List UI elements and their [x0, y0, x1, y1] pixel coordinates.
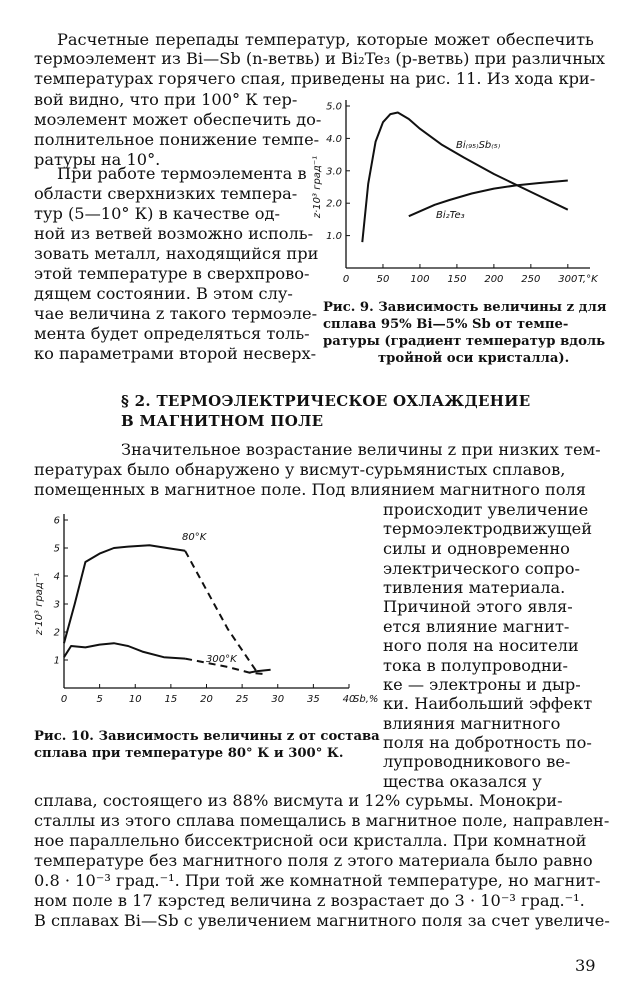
- text-line: При работе термоэлемента в: [57, 164, 307, 183]
- x-tick-label: 5: [96, 694, 103, 705]
- x-tick-label: 10: [128, 694, 142, 705]
- text-line: термоэлектродвижущей: [383, 519, 593, 538]
- x-axis-label: T,°K: [578, 274, 598, 285]
- text-line: тур (5—10° К) в качестве од-: [34, 204, 280, 223]
- y-tick-label: 4: [53, 571, 60, 583]
- x-tick-label: 200: [484, 274, 504, 285]
- y-axis-label: z·10³ град⁻¹: [34, 572, 45, 636]
- x-tick-label: 50: [376, 274, 390, 285]
- x-tick-label: 25: [235, 694, 249, 705]
- text-line: ке — электроны и дыр-: [383, 675, 581, 694]
- series-line-main: [362, 113, 568, 243]
- y-tick-label: 6: [53, 515, 60, 527]
- text-line: лупроводникового ве-: [383, 752, 571, 771]
- x-tick-label: 35: [307, 694, 320, 705]
- y-tick-label: 5: [53, 543, 60, 555]
- x-tick-label: 0: [342, 274, 350, 285]
- y-axis-label: z·10³ град⁻¹: [312, 155, 323, 219]
- text-line: температуре без магнитного поля z этого материала было равно: [34, 851, 593, 870]
- series-line-main: [64, 545, 185, 643]
- page-number: 39: [575, 956, 596, 975]
- series-label: 80°K: [182, 532, 207, 543]
- text-line: ки. Наибольший эффект: [383, 694, 593, 713]
- text-line: зовать металл, находящийся при: [34, 244, 319, 263]
- text-line: области сверхнизких темпера-: [34, 184, 298, 203]
- text-line: дящем состоянии. В этом слу-: [34, 284, 293, 303]
- text-line: В сплавах Bi—Sb с увеличением магнитного поля за счет увеличе-: [34, 911, 610, 930]
- text-line: пературах было обнаружено у висмут-сурьмянистых сплавов,: [34, 460, 566, 479]
- text-line: ное параллельно биссектрисной оси кристалла. При комнатной: [34, 831, 587, 850]
- text-line: моэлемент может обеспечить до-: [34, 110, 322, 129]
- y-tick-label: 2: [53, 627, 60, 639]
- y-tick-label: 1: [53, 655, 60, 667]
- caption-line: сплава при температуре 80° К и 300° К.: [34, 746, 344, 761]
- text-line: чае величина z такого термоэле-: [34, 304, 318, 323]
- text-line: электрического сопро-: [383, 559, 580, 578]
- caption-line: ратуры (градиент температур вдоль: [323, 334, 606, 349]
- text-line: Расчетные перепады температур, которые может обеспечить: [57, 30, 594, 49]
- series-label: Bi₂Te₃: [436, 210, 465, 221]
- figure-10-chart: [34, 510, 379, 720]
- section-heading: § 2. ТЕРМОЭЛЕКТРИЧЕСКОЕ ОХЛАЖДЕНИЕ: [121, 392, 531, 410]
- text-line: этой температуре в сверхпрово-: [34, 264, 310, 283]
- y-tick-label: 2.0: [326, 198, 342, 210]
- text-line: происходит увеличение: [383, 500, 589, 519]
- caption-line: сплава 95% Bi—5% Sb от темпе-: [323, 317, 569, 332]
- text-line: ного поля на носители: [383, 636, 579, 655]
- text-line: тока в полупроводни-: [383, 656, 568, 675]
- text-line: силы и одновременно: [383, 539, 570, 558]
- section-subheading: В МАГНИТНОМ ПОЛЕ: [121, 412, 324, 430]
- text-line: сплава, состоящего из 88% висмута и 12% сурьмы. Монокри-: [34, 791, 563, 810]
- caption-line: Рис. 10. Зависимость величины z от состава: [34, 729, 380, 744]
- text-line: Причиной этого явля-: [383, 597, 573, 616]
- x-tick-label: 15: [164, 694, 178, 705]
- text-line: термоэлемент из Bi—Sb (n-ветвь) и Bi₂Te₃ (p-ветвь) при различных: [34, 49, 606, 68]
- x-tick-label: 100: [410, 274, 430, 285]
- figure-9-chart: [308, 96, 622, 294]
- y-tick-label: 3.0: [326, 166, 342, 178]
- x-tick-label: 20: [200, 694, 213, 705]
- text-line: ратуры на 10°.: [34, 150, 161, 169]
- x-axis-label: Sb,%: [353, 694, 379, 705]
- x-tick-label: 0: [60, 694, 68, 705]
- series-line-main: [64, 643, 185, 658]
- x-tick-label: 300: [558, 274, 578, 285]
- text-line: температурах горячего спая, приведены на рис. 11. Из хода кри-: [34, 69, 596, 88]
- text-line: поля на добротность по-: [383, 733, 592, 752]
- text-line: мента будет определяться толь-: [34, 324, 310, 343]
- x-tick-label: 250: [521, 274, 541, 285]
- text-line: тивления материала.: [383, 578, 566, 597]
- text-line: сталлы из этого сплава помещались в магнитное поле, направлен-: [34, 811, 610, 830]
- series-label: 300°K: [206, 654, 237, 665]
- x-tick-label: 30: [271, 694, 285, 705]
- x-tick-label: 40: [342, 694, 356, 705]
- caption-line: тройной оси кристалла).: [378, 351, 570, 366]
- text-line: ется влияние магнит-: [383, 617, 570, 636]
- text-line: ной из ветвей возможно исполь-: [34, 224, 314, 243]
- text-line: вой видно, что при 100° К тер-: [34, 90, 298, 109]
- y-tick-label: 5.0: [326, 101, 342, 113]
- caption-line: Рис. 9. Зависимость величины z для: [323, 300, 607, 315]
- text-line: ном поле в 17 кэрстед величина z возрастает до 3 · 10⁻³ град.⁻¹.: [34, 891, 585, 910]
- text-line: помещенных в магнитное поле. Под влиянием магнитного поля: [34, 480, 586, 499]
- text-line: полнительное понижение темпе-: [34, 130, 320, 149]
- text-line: 0.8 · 10⁻³ град.⁻¹. При той же комнатной температуре, но магнит-: [34, 871, 601, 890]
- series-line-aux: [249, 670, 270, 673]
- y-tick-label: 3: [53, 599, 60, 611]
- text-line: влияния магнитного: [383, 714, 561, 733]
- y-tick-label: 4.0: [326, 133, 342, 145]
- text-line: щества оказался у: [383, 772, 542, 791]
- y-tick-label: 1.0: [326, 231, 342, 243]
- x-tick-label: 150: [447, 274, 467, 285]
- series-label: Bi₍₉₅₎Sb₍₅₎: [456, 140, 501, 151]
- text-line: ко параметрами второй несверх-: [34, 344, 317, 363]
- text-line: Значительное возрастание величины z при низких тем-: [121, 440, 601, 459]
